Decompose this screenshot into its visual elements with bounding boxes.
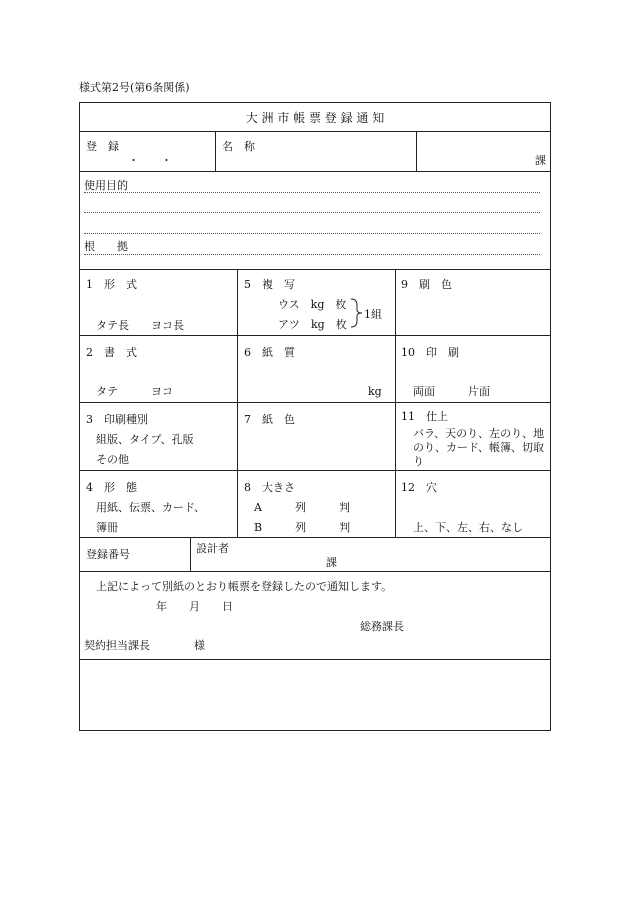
section-suffix: 課 bbox=[535, 154, 546, 167]
divider bbox=[80, 335, 550, 336]
divider bbox=[80, 269, 550, 270]
finishing-options: バラ、天のり、左のり、地のり、カード、帳簿、切取り bbox=[413, 427, 545, 468]
form-type-line2: 簿冊 bbox=[96, 521, 118, 534]
form-number-label: 様式第2号(第6条関係) bbox=[79, 81, 190, 94]
divider bbox=[395, 269, 396, 537]
notice-recipient: 契約担当課長 様 bbox=[84, 639, 205, 652]
divider bbox=[237, 269, 238, 537]
printing-title: 10 印 刷 bbox=[401, 346, 459, 359]
basis-label: 根 拠 bbox=[84, 240, 128, 253]
copy-title: 5 複 写 bbox=[244, 278, 295, 291]
print-type-line1: 組版、タイプ、孔版 bbox=[96, 433, 194, 446]
print-color-title: 9 刷 色 bbox=[401, 278, 452, 291]
designer-label: 設計者 bbox=[196, 542, 229, 555]
registration-date-label: 登 録 bbox=[86, 140, 119, 153]
divider bbox=[215, 131, 216, 171]
registration-number-label: 登録番号 bbox=[86, 548, 130, 561]
finishing-title: 11 仕上 bbox=[401, 410, 448, 423]
paper-quality-title: 6 紙 質 bbox=[244, 346, 295, 359]
layout-title: 2 書 式 bbox=[86, 346, 137, 359]
divider bbox=[80, 537, 550, 538]
notice-date: 年 月 日 bbox=[156, 600, 233, 613]
dotted-line bbox=[84, 233, 540, 234]
divider bbox=[80, 470, 550, 471]
registration-form bbox=[79, 102, 551, 731]
dotted-line bbox=[84, 212, 540, 213]
dotted-line bbox=[84, 254, 540, 255]
print-type-line2: その他 bbox=[96, 453, 129, 466]
brace-icon bbox=[350, 297, 364, 329]
divider bbox=[190, 537, 191, 571]
format-options: タテ長 ヨコ長 bbox=[96, 319, 184, 332]
divider bbox=[416, 131, 417, 171]
punch-hole-title: 12 穴 bbox=[401, 481, 437, 494]
form-type-line1: 用紙、伝票、カード、 bbox=[96, 501, 206, 514]
name-label: 名 称 bbox=[222, 140, 255, 153]
notice-sender: 総務課長 bbox=[360, 620, 404, 633]
purpose-label: 使用目的 bbox=[84, 179, 128, 192]
date-dots: ・ ・ bbox=[128, 154, 172, 167]
divider bbox=[80, 659, 550, 660]
size-row-a: A 列 判 bbox=[254, 501, 350, 514]
copy-atsu: アツ kg 枚 bbox=[278, 318, 347, 331]
layout-options: タテ ヨコ bbox=[96, 385, 173, 398]
notice-text: 上記によって別紙のとおり帳票を登録したので通知します。 bbox=[96, 580, 393, 593]
format-title: 1 形 式 bbox=[86, 278, 137, 291]
paper-weight-unit: kg bbox=[368, 385, 382, 398]
size-title: 8 大きさ bbox=[244, 481, 295, 494]
divider bbox=[80, 571, 550, 572]
paper-color-title: 7 紙 色 bbox=[244, 413, 295, 426]
print-type-title: 3 印刷種別 bbox=[86, 413, 148, 426]
divider bbox=[80, 402, 550, 403]
designer-section-suffix: 課 bbox=[326, 556, 337, 569]
punch-hole-options: 上、下、左、右、なし bbox=[413, 521, 523, 534]
size-row-b: B 列 判 bbox=[254, 521, 351, 534]
copy-usu: ウス kg 枚 bbox=[278, 298, 347, 311]
dotted-line bbox=[84, 192, 540, 193]
printing-options: 両面 片面 bbox=[413, 385, 490, 398]
form-type-title: 4 形 態 bbox=[86, 481, 137, 494]
divider bbox=[80, 131, 550, 132]
copy-set: 1組 bbox=[364, 308, 382, 321]
form-title: 大 洲 市 帳 票 登 録 通 知 bbox=[245, 111, 385, 125]
divider bbox=[80, 171, 550, 172]
